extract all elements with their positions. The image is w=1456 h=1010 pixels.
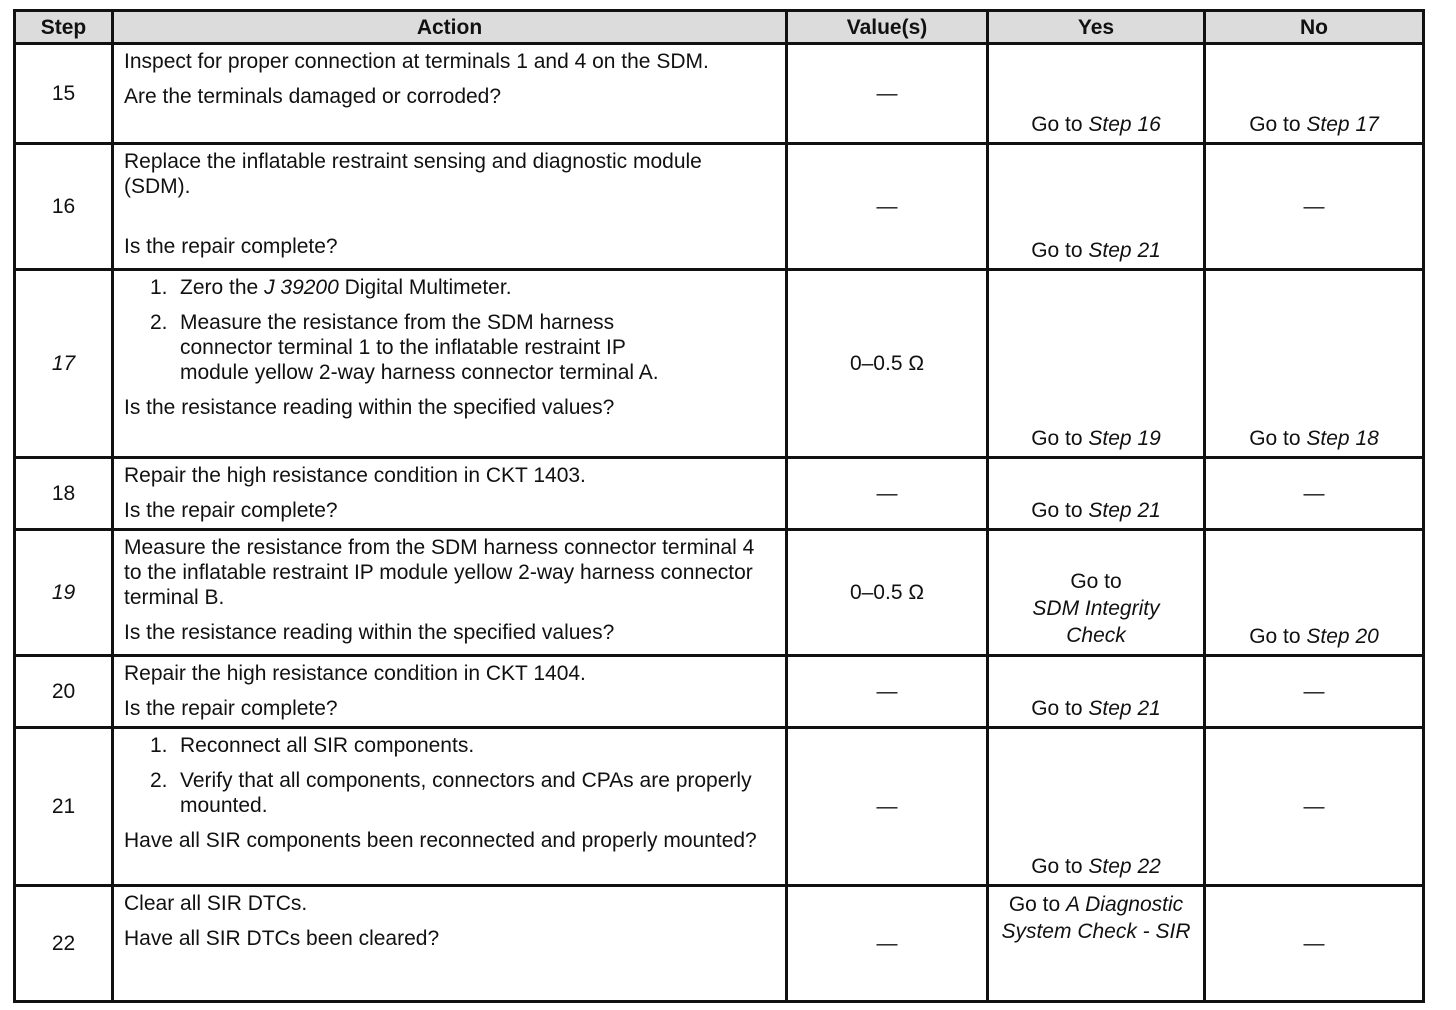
- yes-step-link[interactable]: Step 16: [1088, 113, 1161, 136]
- yes-cell: [988, 44, 1205, 144]
- table-row: [15, 886, 1424, 1002]
- list-item: [150, 310, 700, 385]
- action-question: Is the repair complete?: [124, 499, 338, 522]
- value-cell: —: [787, 44, 988, 144]
- no-cell: —: [1205, 886, 1424, 1002]
- value-cell: —: [787, 458, 988, 530]
- action-question: Is the repair complete?: [124, 235, 338, 258]
- action-question: Is the resistance reading within the specified values?: [124, 396, 615, 419]
- action-cell: [113, 530, 787, 656]
- action-question: Is the repair complete?: [124, 697, 338, 720]
- no-cell: —: [1205, 144, 1424, 270]
- table-row: [15, 144, 1424, 270]
- action-cell: [113, 270, 787, 458]
- action-text: Inspect for proper connection at terminals 1 and 4 on the SDM.: [124, 50, 709, 73]
- yes-cell: [988, 886, 1205, 1002]
- header-values: Value(s): [787, 11, 988, 44]
- no-prefix: Go to: [1249, 113, 1301, 136]
- table-row: [15, 728, 1424, 886]
- step-number: 15: [15, 44, 113, 144]
- step-number: 17: [15, 270, 113, 458]
- no-cell: [1205, 270, 1424, 458]
- yes-cell: [988, 728, 1205, 886]
- action-text: Replace the inflatable restraint sensing and diagnostic module (SDM).: [124, 150, 702, 198]
- yes-step-link[interactable]: Step 22: [1088, 855, 1161, 878]
- action-cell: [113, 458, 787, 530]
- yes-step-link[interactable]: A Diagnostic System Check - SIR: [1001, 893, 1191, 943]
- list-text: Measure the resistance from the SDM harness connector terminal 1 to the inflatable restraint IP module yellow 2-way harness connector terminal A.: [180, 311, 659, 384]
- header-action: Action: [113, 11, 787, 44]
- action-question: Have all SIR components been reconnected and properly mounted?: [124, 829, 757, 852]
- no-prefix: Go to: [1249, 427, 1301, 450]
- action-text: Repair the high resistance condition in CKT 1404.: [124, 662, 586, 685]
- list-text: Reconnect all SIR components.: [180, 734, 475, 757]
- value-cell: 0–0.5 Ω: [787, 270, 988, 458]
- action-cell: [113, 44, 787, 144]
- no-cell: —: [1205, 728, 1424, 886]
- action-list: [124, 275, 775, 385]
- step-number: 18: [15, 458, 113, 530]
- value-cell: —: [787, 886, 988, 1002]
- yes-step-link[interactable]: Step 21: [1088, 239, 1161, 262]
- no-cell: [1205, 530, 1424, 656]
- list-number: 1.: [150, 276, 168, 299]
- yes-cell: [988, 530, 1205, 656]
- list-text: Digital Multimeter.: [344, 276, 512, 299]
- yes-cell: [988, 458, 1205, 530]
- yes-prefix: Go to: [1031, 239, 1083, 262]
- header-step: Step: [15, 11, 113, 44]
- value-cell: —: [787, 144, 988, 270]
- list-item: [150, 275, 775, 300]
- header-yes: Yes: [988, 11, 1205, 44]
- table-row: [15, 458, 1424, 530]
- action-cell: [113, 728, 787, 886]
- yes-step-link[interactable]: Step 21: [1088, 697, 1161, 720]
- header-no: No: [1205, 11, 1424, 44]
- yes-prefix: Go to: [1008, 893, 1061, 916]
- table-row: [15, 656, 1424, 728]
- value-cell: —: [787, 728, 988, 886]
- header-row: [15, 11, 1424, 44]
- step-number: 22: [15, 886, 113, 1002]
- table-row: [15, 270, 1424, 458]
- action-cell: [113, 886, 787, 1002]
- yes-step-link[interactable]: SDM Integrity Check: [1032, 597, 1160, 647]
- list-text: Verify that all components, connectors and CPAs are properly mounted.: [180, 769, 752, 817]
- no-cell: —: [1205, 458, 1424, 530]
- no-step-link[interactable]: Step 18: [1306, 427, 1379, 450]
- list-number: 2.: [150, 311, 168, 334]
- yes-cell: [988, 656, 1205, 728]
- action-text: Clear all SIR DTCs.: [124, 892, 308, 915]
- yes-prefix: Go to: [1031, 499, 1083, 522]
- yes-cell: [988, 144, 1205, 270]
- action-text: Repair the high resistance condition in CKT 1403.: [124, 464, 586, 487]
- value-cell: 0–0.5 Ω: [787, 530, 988, 656]
- action-question: Is the resistance reading within the specified values?: [124, 621, 615, 644]
- yes-step-link[interactable]: Step 19: [1088, 427, 1161, 450]
- yes-step-link[interactable]: Step 21: [1088, 499, 1161, 522]
- action-text: Measure the resistance from the SDM harness connector terminal 4 to the inflatable restraint IP module yellow 2-way harness connector terminal B.: [124, 536, 755, 609]
- yes-cell: [988, 270, 1205, 458]
- no-cell: —: [1205, 656, 1424, 728]
- no-prefix: Go to: [1249, 625, 1301, 648]
- step-number: 19: [15, 530, 113, 656]
- step-number: 16: [15, 144, 113, 270]
- yes-prefix: Go to: [1031, 113, 1083, 136]
- list-text: Zero the: [180, 276, 259, 299]
- yes-prefix: Go to: [1070, 570, 1122, 593]
- tool-name: J 39200: [264, 276, 339, 299]
- list-number: 1.: [150, 734, 168, 757]
- yes-prefix: Go to: [1031, 697, 1083, 720]
- yes-prefix: Go to: [1031, 855, 1083, 878]
- step-number: 20: [15, 656, 113, 728]
- list-number: 2.: [150, 769, 168, 792]
- no-cell: [1205, 44, 1424, 144]
- value-cell: —: [787, 656, 988, 728]
- yes-prefix: Go to: [1031, 427, 1083, 450]
- table-row: [15, 44, 1424, 144]
- list-item: [150, 733, 775, 758]
- action-cell: [113, 144, 787, 270]
- no-step-link[interactable]: Step 17: [1306, 113, 1379, 136]
- action-cell: [113, 656, 787, 728]
- list-item: [150, 768, 780, 818]
- step-number: 21: [15, 728, 113, 886]
- action-list: [124, 733, 775, 818]
- action-question: Are the terminals damaged or corroded?: [124, 85, 502, 108]
- no-step-link[interactable]: Step 20: [1306, 625, 1379, 648]
- action-question: Have all SIR DTCs been cleared?: [124, 927, 440, 950]
- diagnostic-table: [13, 9, 1425, 1003]
- table-row: [15, 530, 1424, 656]
